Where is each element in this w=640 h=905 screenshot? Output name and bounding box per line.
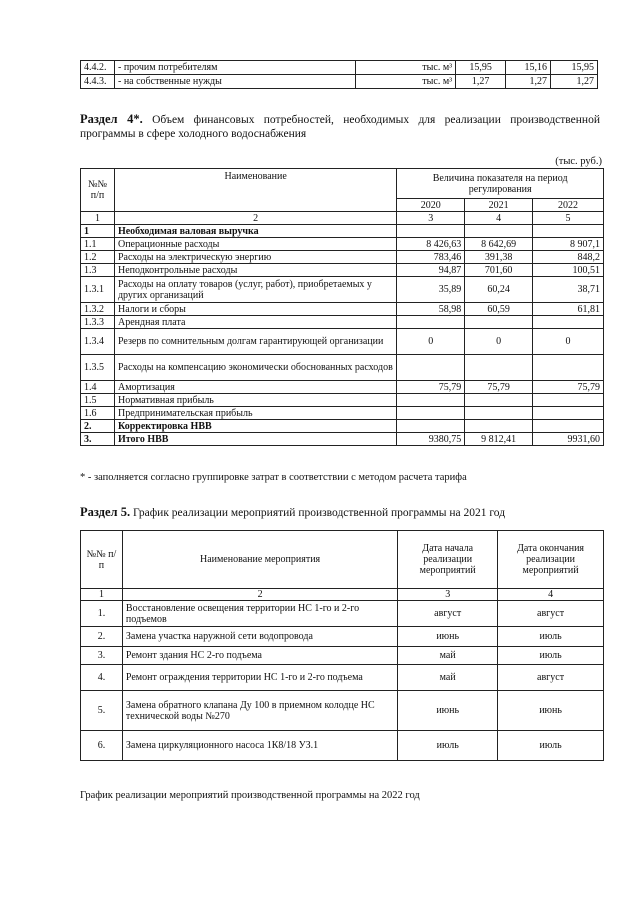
row-value-2021 (465, 225, 533, 238)
row-num: 1.6 (81, 407, 115, 420)
table-row (81, 329, 604, 355)
row-value-2020: 94,87 (397, 264, 465, 277)
table-row (81, 381, 604, 394)
row-value-2022 (533, 316, 604, 329)
table-row (81, 75, 598, 89)
table-row (81, 647, 604, 665)
row-num: 1.3.4 (81, 329, 115, 355)
hdr-2022: 2022 (533, 199, 604, 212)
row-num: 1.3.1 (81, 277, 115, 303)
table-row (81, 355, 604, 381)
sched-hdr-name: Наименование мероприятия (122, 531, 397, 589)
row-value-2020 (397, 420, 465, 433)
section4-title: Объем финансовых потребностей, необходимых для реализации производственной программы в сфере холодного водоснабжения (80, 114, 600, 140)
row-start: июнь (398, 691, 498, 731)
table-row (81, 691, 604, 731)
table-row (81, 251, 604, 264)
row-value-2020: 15,95 (456, 61, 506, 75)
row-value-2022: 75,79 (533, 381, 604, 394)
sched-hdr-start: Дата начала реализации мероприятий (398, 531, 498, 589)
row-end: июнь (498, 691, 604, 731)
row-value-2022: 9931,60 (533, 433, 604, 446)
row-name: Итого НВВ (114, 433, 396, 446)
row-value-2022: 100,51 (533, 264, 604, 277)
table-row (81, 225, 604, 238)
row-value-2020: 35,89 (397, 277, 465, 303)
hdr-2020: 2020 (397, 199, 465, 212)
table-row (81, 238, 604, 251)
row-value-2022: 38,71 (533, 277, 604, 303)
hdr-name: Наименование (114, 169, 396, 212)
row-start: июнь (398, 627, 498, 647)
sched-hdr-end: Дата окончания реализации мероприятий (498, 531, 604, 589)
row-name: Расходы на компенсацию экономически обоснованных расходов (114, 355, 396, 381)
row-value-2021 (465, 407, 533, 420)
row-value-2020 (397, 355, 465, 381)
row-num: 6. (81, 731, 123, 761)
row-num: 1.2 (81, 251, 115, 264)
row-num: 2. (81, 627, 123, 647)
table-row (81, 420, 604, 433)
table-row (81, 61, 598, 75)
row-value-2021: 60,59 (465, 303, 533, 316)
row-value-2021: 60,24 (465, 277, 533, 303)
row-start: август (398, 601, 498, 627)
row-num: 4.4.3. (81, 75, 115, 89)
section4-units: (тыс. руб.) (555, 156, 602, 167)
section5-title: График реализации мероприятий производственной программы на 2021 год (132, 507, 506, 519)
row-value-2021: 391,38 (465, 251, 533, 264)
table-row (81, 303, 604, 316)
row-value-2020: 1,27 (456, 75, 506, 89)
row-num: 3. (81, 433, 115, 446)
hdr-2021: 2021 (465, 199, 533, 212)
row-value-2020 (397, 394, 465, 407)
hdr-col1: 1 (81, 212, 115, 225)
section4-footnote: * - заполняется согласно группировке затрат в соответствии с методом расчета тарифа (80, 472, 467, 483)
row-name: Восстановление освещения территории НС 1-го и 2-го подъемов (122, 601, 397, 627)
row-start: май (398, 647, 498, 665)
row-value-2020: 75,79 (397, 381, 465, 394)
table-row (81, 665, 604, 691)
row-name: - на собственные нужды (114, 75, 355, 89)
row-name: Амортизация (114, 381, 396, 394)
row-value-2021: 8 642,69 (465, 238, 533, 251)
row-value-2022: 0 (533, 329, 604, 355)
row-value-2022: 15,95 (551, 61, 598, 75)
schedule-table (80, 530, 604, 761)
row-unit: тыс. м³ (356, 61, 456, 75)
section4-heading (80, 112, 600, 141)
row-value-2022: 1,27 (551, 75, 598, 89)
hdr-period: Величина показателя на период регулирования (397, 169, 604, 199)
table-row (81, 407, 604, 420)
row-name: Резерв по сомнительным долгам гарантирующей организации (114, 329, 396, 355)
row-value-2021: 701,60 (465, 264, 533, 277)
section5-heading (80, 505, 600, 520)
row-value-2020 (397, 225, 465, 238)
table-row (81, 731, 604, 761)
hdr-col5: 5 (533, 212, 604, 225)
section4-label: Раздел 4*. (80, 112, 143, 126)
row-name: Корректировка НВВ (114, 420, 396, 433)
top-table (80, 60, 598, 89)
row-num: 1. (81, 601, 123, 627)
row-end: август (498, 665, 604, 691)
section5-label: Раздел 5. (80, 505, 131, 519)
table-row (81, 316, 604, 329)
row-value-2022: 848,2 (533, 251, 604, 264)
row-name: Арендная плата (114, 316, 396, 329)
table-row (81, 277, 604, 303)
bottom-caption: График реализации мероприятий производственной программы на 2022 год (80, 790, 420, 801)
row-num: 4.4.2. (81, 61, 115, 75)
row-num: 1.3.5 (81, 355, 115, 381)
row-value-2020: 8 426,63 (397, 238, 465, 251)
row-end: июль (498, 647, 604, 665)
table-row (81, 433, 604, 446)
row-value-2021 (465, 355, 533, 381)
row-name: Необходимая валовая выручка (114, 225, 396, 238)
row-value-2022 (533, 355, 604, 381)
hdr-col4: 4 (465, 212, 533, 225)
row-name: Расходы на оплату товаров (услуг, работ), приобретаемых у других организаций (114, 277, 396, 303)
sched-hdr-col1: 1 (81, 589, 123, 601)
row-name: Предпринимательская прибыль (114, 407, 396, 420)
row-num: 1.1 (81, 238, 115, 251)
row-name: Замена циркуляционного насоса 1К8/18 УЗ.1 (122, 731, 397, 761)
row-num: 1.4 (81, 381, 115, 394)
row-value-2020 (397, 407, 465, 420)
row-num: 4. (81, 665, 123, 691)
row-end: август (498, 601, 604, 627)
table-row (81, 394, 604, 407)
table-row (81, 264, 604, 277)
row-value-2021: 15,16 (506, 61, 551, 75)
row-value-2021: 1,27 (506, 75, 551, 89)
row-name: Ремонт ограждения территории НС 1-го и 2-го подъема (122, 665, 397, 691)
row-value-2021: 9 812,41 (465, 433, 533, 446)
row-num: 5. (81, 691, 123, 731)
row-value-2022 (533, 407, 604, 420)
row-name: Ремонт здания НС 2-го подъема (122, 647, 397, 665)
row-value-2020: 9380,75 (397, 433, 465, 446)
finance-table (80, 168, 604, 446)
row-value-2020: 0 (397, 329, 465, 355)
row-value-2022 (533, 420, 604, 433)
hdr-col3: 3 (397, 212, 465, 225)
row-num: 1.3 (81, 264, 115, 277)
row-name: Неподконтрольные расходы (114, 264, 396, 277)
row-num: 3. (81, 647, 123, 665)
row-value-2020: 58,98 (397, 303, 465, 316)
row-name: Замена участка наружной сети водопровода (122, 627, 397, 647)
row-value-2020 (397, 316, 465, 329)
row-start: июль (398, 731, 498, 761)
row-start: май (398, 665, 498, 691)
sched-hdr-col3: 3 (398, 589, 498, 601)
row-name: Операционные расходы (114, 238, 396, 251)
row-value-2021 (465, 316, 533, 329)
sched-hdr-num: №№ п/п (81, 531, 123, 589)
row-value-2021: 75,79 (465, 381, 533, 394)
row-name: Замена обратного клапана Ду 100 в приемном колодце НС технической воды №270 (122, 691, 397, 731)
row-value-2022: 61,81 (533, 303, 604, 316)
row-num: 1.3.2 (81, 303, 115, 316)
sched-hdr-col2: 2 (122, 589, 397, 601)
row-value-2022 (533, 394, 604, 407)
row-num: 1.5 (81, 394, 115, 407)
row-value-2021 (465, 394, 533, 407)
table-row (81, 627, 604, 647)
hdr-num: №№ п/п (81, 169, 115, 212)
row-num: 2. (81, 420, 115, 433)
row-name: - прочим потребителям (114, 61, 355, 75)
row-value-2022 (533, 225, 604, 238)
row-end: июль (498, 627, 604, 647)
row-value-2022: 8 907,1 (533, 238, 604, 251)
row-name: Нормативная прибыль (114, 394, 396, 407)
table-row (81, 601, 604, 627)
row-num: 1 (81, 225, 115, 238)
row-end: июль (498, 731, 604, 761)
sched-hdr-col4: 4 (498, 589, 604, 601)
row-value-2021: 0 (465, 329, 533, 355)
row-num: 1.3.3 (81, 316, 115, 329)
row-value-2021 (465, 420, 533, 433)
row-name: Налоги и сборы (114, 303, 396, 316)
row-unit: тыс. м³ (356, 75, 456, 89)
row-value-2020: 783,46 (397, 251, 465, 264)
hdr-col2: 2 (114, 212, 396, 225)
row-name: Расходы на электрическую энергию (114, 251, 396, 264)
